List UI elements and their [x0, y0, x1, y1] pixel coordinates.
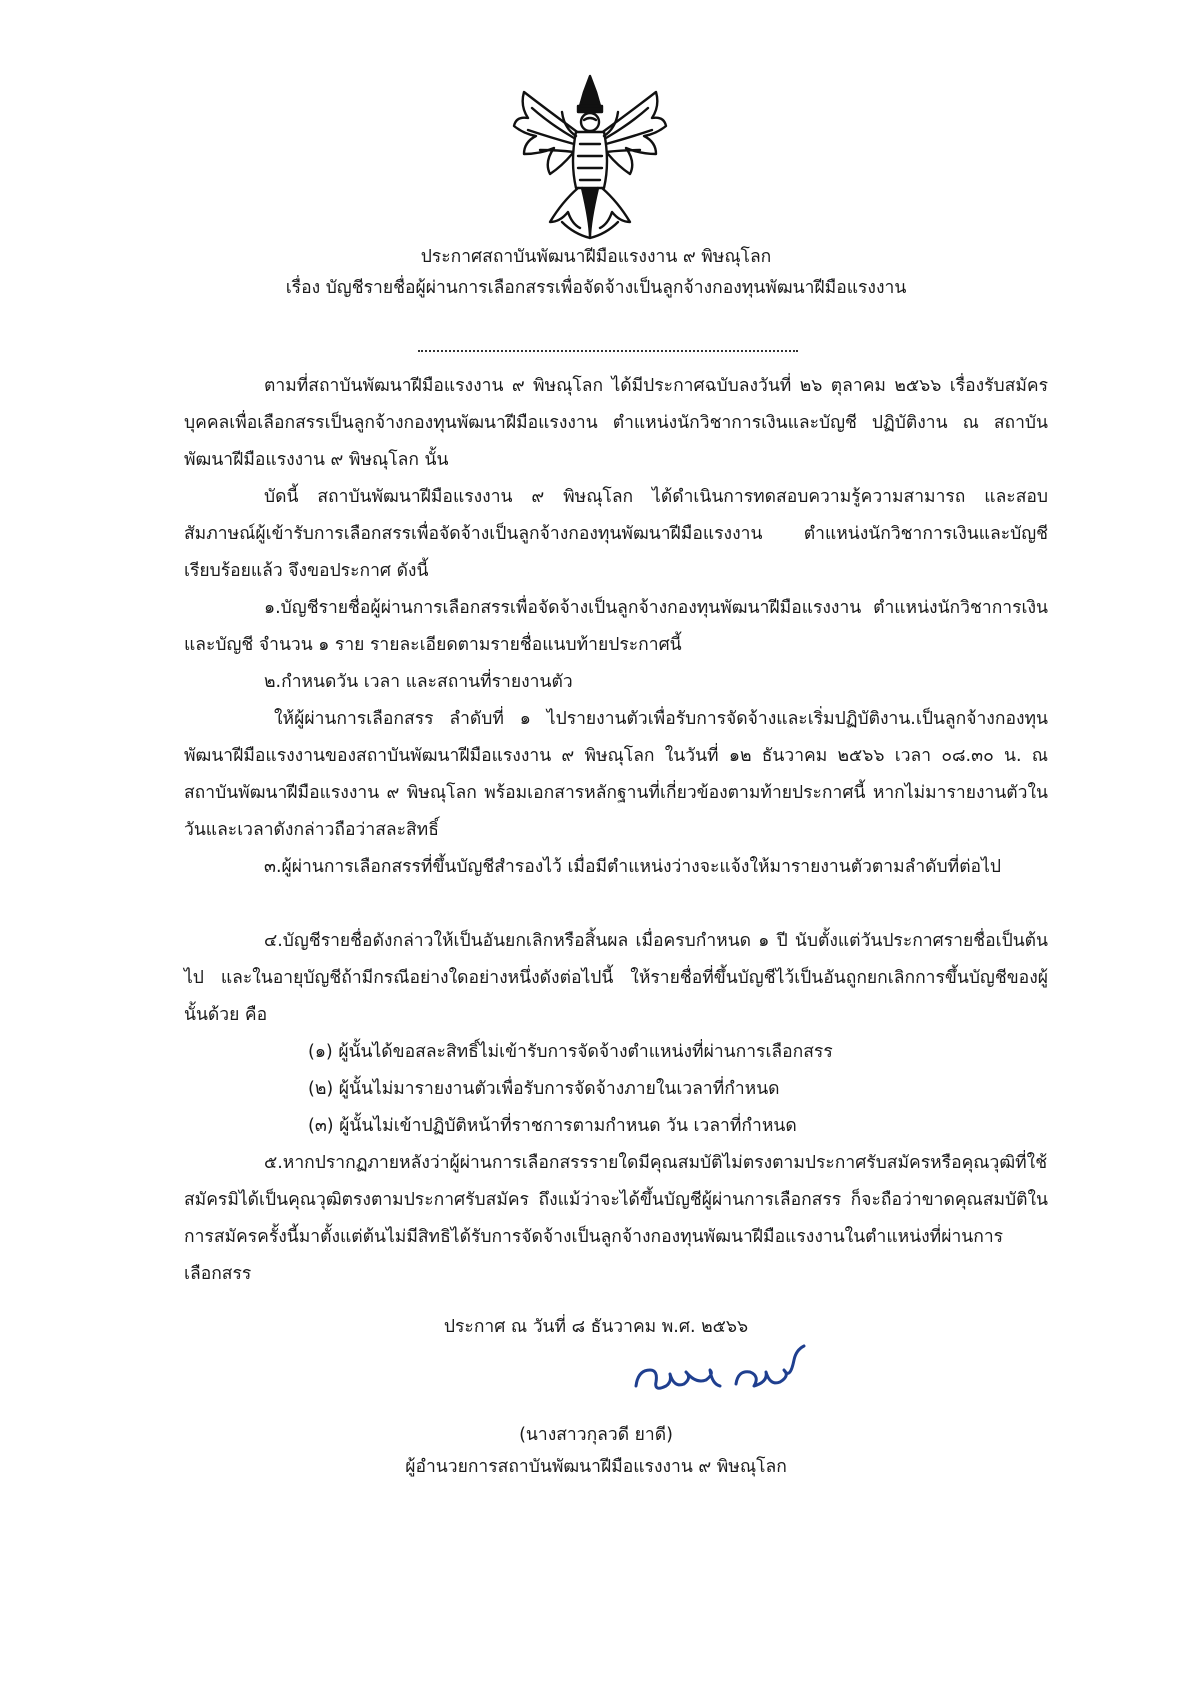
condition-item: (๓) ผู้นั้นไม่เข้าปฏิบัติหน้าที่ราชการตามกำหนด วัน เวลาที่กำหนด — [308, 1116, 797, 1136]
condition-item: (๑) ผู้นั้นได้ขอสละสิทธิ์ไม่เข้ารับการจัดจ้างตำแหน่งที่ผ่านการเลือกสรร — [308, 1042, 833, 1062]
announcement-subject: เรื่อง บัญชีรายชื่อผู้ผ่านการเลือกสรรเพื่อจัดจ้างเป็นลูกจ้างกองทุนพัฒนาฝีมือแรงงาน — [285, 278, 907, 298]
paragraph-item-3: ๓.ผู้ผ่านการเลือกสรรที่ขึ้นบัญชีสำรองไว้ เมื่อมีตำแหน่งว่างจะแจ้งให้มารายงานตัวตามลำดับที่ต่อไป — [264, 857, 1001, 877]
paragraph-item-4: ๔.บัญชีรายชื่อดังกล่าวให้เป็นอันยกเลิกหรือสิ้นผล เมื่อครบกำหนด ๑ ปี นับตั้งแต่วันประกาศรายชื่อเป็นต้นไป และในอายุบัญชีถ้ามีกรณีอย่างใดอย่างหนึ่งดังต่อไปนี้ ให้รายชื่อที่ขึ้นบัญชีไว้เป็นอันถูกยกเลิกการขึ้นบัญชีของผู้นั้นด้วย คือ — [184, 931, 1048, 1025]
paragraph-result: บัดนี้ สถาบันพัฒนาฝีมือแรงงาน ๙ พิษณุโลก ได้ดำเนินการทดสอบความรู้ความสามารถ และสอบสัมภาษณ์ผู้เข้ารับการเลือกสรรเพื่อจัดจ้างเป็นลูกจ้างกองทุนพัฒนาฝีมือแรงงาน ตำแหน่งนักวิชาการเงินและบัญชี เรียบร้อยแล้ว จึงขอประกาศ ดังนี้ — [184, 487, 1048, 581]
paragraph-item-1: ๑.บัญชีรายชื่อผู้ผ่านการเลือกสรรเพื่อจัดจ้างเป็นลูกจ้างกองทุนพัฒนาฝีมือแรงงาน ตำแหน่งนักวิชาการเงินและบัญชี จำนวน ๑ ราย รายละเอียดตามรายชื่อแนบท้ายประกาศนี้ — [184, 598, 1048, 655]
announcement-date: ประกาศ ณ วันที่ ๘ ธันวาคม พ.ศ. ๒๕๖๖ — [443, 1317, 749, 1337]
dotted-separator — [418, 350, 798, 352]
signatory-name: (นางสาวกุลวดี ยาดี) — [519, 1425, 673, 1445]
signatory-position: ผู้อำนวยการสถาบันพัฒนาฝีมือแรงงาน ๙ พิษณุโลก — [405, 1457, 787, 1477]
condition-item: (๒) ผู้นั้นไม่มารายงานตัวเพื่อรับการจัดจ้างภายในเวลาที่กำหนด — [308, 1079, 780, 1099]
signature-image — [628, 1340, 818, 1400]
announcement-title: ประกาศสถาบันพัฒนาฝีมือแรงงาน ๙ พิษณุโลก — [420, 247, 772, 267]
garuda-emblem-icon — [510, 72, 670, 242]
paragraph-item-5: ๕.หากปรากฏภายหลังว่าผู้ผ่านการเลือกสรรรายใดมีคุณสมบัติไม่ตรงตามประกาศรับสมัครหรือคุณวุฒิที่ใช้สมัครมิได้เป็นคุณวุฒิตรงตามประกาศรับสมัคร ถึงแม้ว่าจะได้ขึ้นบัญชีผู้ผ่านการเลือกสรร ก็จะถือว่าขาดคุณสมบัติในการสมัครครั้งนี้มาตั้งแต่ต้นไม่มีสิทธิได้รับการจัดจ้างเป็นลูกจ้างกองทุนพัฒนาฝีมือแรงงานในตำแหน่งที่ผ่านการเลือกสรร — [184, 1153, 1048, 1284]
paragraph-item-2-heading: ๒.กำหนดวัน เวลา และสถานที่รายงานตัว — [264, 672, 573, 692]
paragraph-report-details: ให้ผู้ผ่านการเลือกสรร ลำดับที่ ๑ ไปรายงานตัวเพื่อรับการจัดจ้างและเริ่มปฏิบัติงาน.เป็นลูกจ้างกองทุนพัฒนาฝีมือแรงงานของสถาบันพัฒนาฝีมือแรงงาน ๙ พิษณุโลก ในวันที่ ๑๒ ธันวาคม ๒๕๖๖ เวลา ๐๘.๓๐ น. ณ สถาบันพัฒนาฝีมือแรงงาน ๙ พิษณุโลก พร้อมเอกสารหลักฐานที่เกี่ยวข้องตามท้ายประกาศนี้ หากไม่มารายงานตัวในวันและเวลาดังกล่าวถือว่าสละสิทธิ์ — [184, 709, 1048, 840]
paragraph-reference: ตามที่สถาบันพัฒนาฝีมือแรงงาน ๙ พิษณุโลก ได้มีประกาศฉบับลงวันที่ ๒๖ ตุลาคม ๒๕๖๖ เรื่องรับสมัครบุคคลเพื่อเลือกสรรเป็นลูกจ้างกองทุนพัฒนาฝีมือแรงงาน ตำแหน่งนักวิชาการเงินและบัญชี ปฏิบัติงาน ณ สถาบันพัฒนาฝีมือแรงงาน ๙ พิษณุโลก นั้น — [184, 376, 1048, 470]
